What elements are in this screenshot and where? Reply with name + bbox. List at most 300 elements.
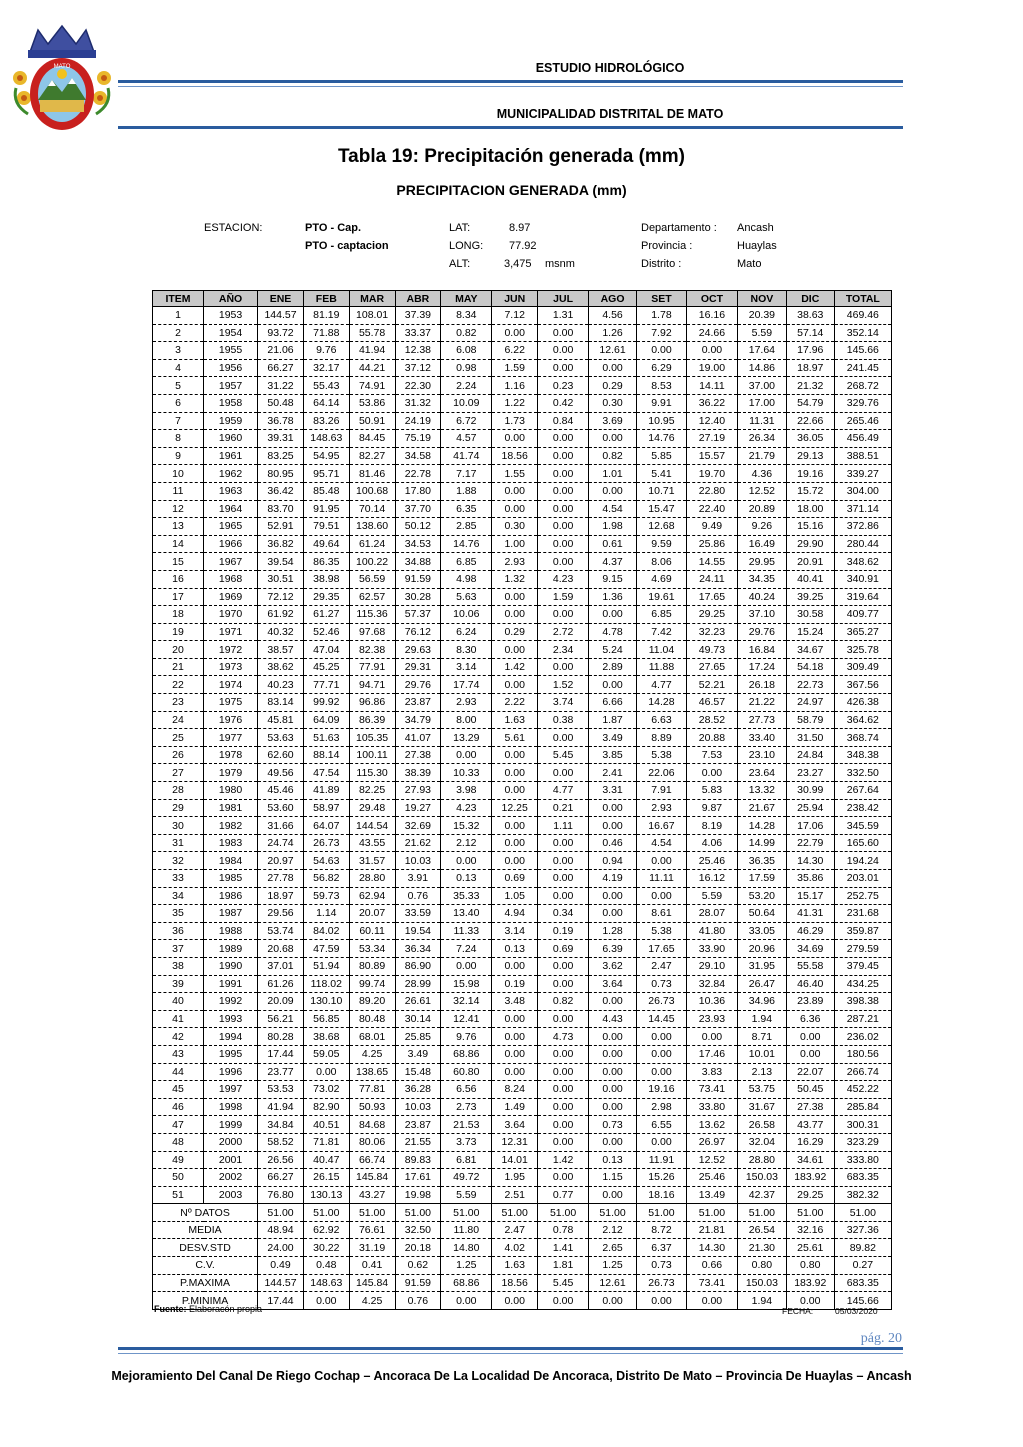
table-cell: 50.91 [349, 412, 395, 430]
table-cell: 333.80 [834, 1151, 891, 1169]
stats-cell: 51.00 [636, 1204, 686, 1222]
table-row [153, 1010, 892, 1028]
table-cell: 24.19 [395, 412, 441, 430]
table-cell: 26.18 [737, 676, 786, 694]
table-cell: 13 [153, 518, 204, 536]
table-row [153, 1028, 892, 1046]
table-cell: 40.51 [303, 1116, 349, 1134]
stats-cell: 8.72 [636, 1221, 686, 1239]
table-cell: 53.74 [258, 922, 304, 940]
table-cell: 1960 [204, 430, 258, 448]
table-cell: 70.14 [349, 500, 395, 518]
table-cell: 37 [153, 940, 204, 958]
table-row [153, 711, 892, 729]
table-cell: 16.49 [737, 535, 786, 553]
table-cell: 8.06 [636, 553, 686, 571]
table-cell: 22.80 [686, 482, 737, 500]
table-cell: 364.62 [834, 711, 891, 729]
table-cell: 339.27 [834, 465, 891, 483]
table-cell: 79.51 [303, 518, 349, 536]
table-cell: 1971 [204, 623, 258, 641]
table-cell: 0.73 [636, 975, 686, 993]
table-cell: 17.65 [636, 940, 686, 958]
alt-label: ALT: [449, 258, 471, 270]
table-cell: 95.71 [303, 465, 349, 483]
long-label: LONG: [449, 240, 484, 252]
table-cell: 24.74 [258, 834, 304, 852]
province-value: Huaylas [737, 240, 777, 252]
table-cell: 40.47 [303, 1151, 349, 1169]
table-cell: 16 [153, 570, 204, 588]
table-cell: 23.77 [258, 1063, 304, 1081]
table-cell: 19.16 [786, 465, 834, 483]
table-cell: 0.00 [538, 1063, 589, 1081]
table-cell: 0.00 [538, 1116, 589, 1134]
table-cell: 10.33 [441, 764, 492, 782]
table-cell: 0.00 [589, 359, 637, 377]
stats-cell: 14.80 [441, 1239, 492, 1257]
table-cell: 76.80 [258, 1186, 304, 1204]
table-cell: 0.98 [441, 359, 492, 377]
table-cell: 86.39 [349, 711, 395, 729]
table-cell: 39.31 [258, 430, 304, 448]
table-cell: 34.58 [395, 447, 441, 465]
table-cell: 456.49 [834, 430, 891, 448]
table-row [153, 1116, 892, 1134]
table-cell: 1.26 [589, 324, 637, 342]
table-cell: 26 [153, 746, 204, 764]
table-cell: 469.46 [834, 307, 891, 325]
table-cell: 231.68 [834, 905, 891, 923]
table-cell: 5.59 [441, 1186, 492, 1204]
table-cell: 53.53 [258, 1081, 304, 1099]
table-cell: 4.78 [589, 623, 637, 641]
table-cell: 0.82 [441, 324, 492, 342]
table-cell: 30.58 [786, 606, 834, 624]
table-cell: 55.78 [349, 324, 395, 342]
table-cell: 368.74 [834, 729, 891, 747]
table-row [153, 764, 892, 782]
table-cell: 238.42 [834, 799, 891, 817]
table-cell: 29.63 [395, 641, 441, 659]
table-cell: 37.70 [395, 500, 441, 518]
table-cell: 84.45 [349, 430, 395, 448]
table-cell: 14.45 [636, 1010, 686, 1028]
table-cell: 1969 [204, 588, 258, 606]
table-cell: 66.74 [349, 1151, 395, 1169]
table-cell: 1988 [204, 922, 258, 940]
table-cell: 12.61 [589, 342, 637, 360]
table-cell: 10.09 [441, 394, 492, 412]
table-cell: 17.64 [737, 342, 786, 360]
table-cell: 17.74 [441, 676, 492, 694]
table-cell: 0.00 [589, 817, 637, 835]
table-cell: 35 [153, 905, 204, 923]
table-cell: 53.20 [737, 887, 786, 905]
table-cell: 56.82 [303, 870, 349, 888]
table-cell: 25.46 [686, 852, 737, 870]
table-cell: 2 [153, 324, 204, 342]
table-cell: 58.97 [303, 799, 349, 817]
stats-cell: 51.00 [349, 1204, 395, 1222]
table-cell: 20.68 [258, 940, 304, 958]
table-cell: 46.57 [686, 694, 737, 712]
table-cell: 2.24 [441, 377, 492, 395]
table-cell: 0.00 [538, 535, 589, 553]
table-cell: 8.00 [441, 711, 492, 729]
table-cell: 62.94 [349, 887, 395, 905]
table-cell: 27.38 [786, 1098, 834, 1116]
table-cell: 12.38 [395, 342, 441, 360]
table-cell: 279.59 [834, 940, 891, 958]
stats-cell: 2.47 [492, 1221, 538, 1239]
table-cell: 29.25 [786, 1186, 834, 1204]
table-cell: 0.13 [589, 1151, 637, 1169]
table-cell: 17.24 [737, 658, 786, 676]
table-row [153, 746, 892, 764]
stats-cell: 32.50 [395, 1221, 441, 1239]
table-cell: 41.07 [395, 729, 441, 747]
table-cell: 29.76 [395, 676, 441, 694]
stats-cell: 18.56 [492, 1274, 538, 1292]
table-cell: 19.16 [636, 1081, 686, 1099]
table-cell: 8.61 [636, 905, 686, 923]
table-cell: 340.91 [834, 570, 891, 588]
table-cell: 285.84 [834, 1098, 891, 1116]
table-cell: 3.91 [395, 870, 441, 888]
table-cell: 5.38 [636, 746, 686, 764]
table-cell: 71.81 [303, 1133, 349, 1151]
table-cell: 41.94 [258, 1098, 304, 1116]
table-cell: 22.40 [686, 500, 737, 518]
table-cell: 138.60 [349, 518, 395, 536]
table-cell: 1996 [204, 1063, 258, 1081]
stats-cell: 51.00 [786, 1204, 834, 1222]
table-cell: 0.30 [589, 394, 637, 412]
table-cell: 5.59 [737, 324, 786, 342]
table-row [153, 570, 892, 588]
table-cell: 27.73 [737, 711, 786, 729]
table-cell: 0.00 [589, 1063, 637, 1081]
table-cell: 325.78 [834, 641, 891, 659]
table-cell: 0.00 [538, 482, 589, 500]
stats-cell: 30.22 [303, 1239, 349, 1257]
table-cell: 11.88 [636, 658, 686, 676]
table-row [153, 1081, 892, 1099]
table-cell: 0.61 [589, 535, 637, 553]
table-cell: 1.01 [589, 465, 637, 483]
table-cell: 49.64 [303, 535, 349, 553]
table-cell: 100.22 [349, 553, 395, 571]
table-cell: 1968 [204, 570, 258, 588]
table-cell: 7.92 [636, 324, 686, 342]
table-row [153, 1151, 892, 1169]
table-cell: 0.00 [686, 764, 737, 782]
table-cell: 241.45 [834, 359, 891, 377]
table-cell: 0.38 [538, 711, 589, 729]
table-cell: 2.89 [589, 658, 637, 676]
stats-cell: 51.00 [686, 1204, 737, 1222]
table-cell: 398.38 [834, 993, 891, 1011]
table-cell: 21 [153, 658, 204, 676]
table-row [153, 870, 892, 888]
stats-cell: 1.63 [492, 1257, 538, 1275]
table-row [153, 500, 892, 518]
table-cell: 42.37 [737, 1186, 786, 1204]
lat-value: 8.97 [509, 222, 531, 234]
table-cell: 22.07 [786, 1063, 834, 1081]
table-cell: 39.25 [786, 588, 834, 606]
source-label: Fuente: [154, 1304, 187, 1314]
table-cell: 24.84 [786, 746, 834, 764]
table-cell: 21.06 [258, 342, 304, 360]
stats-label: P.MAXIMA [153, 1274, 258, 1292]
table-cell: 19.27 [395, 799, 441, 817]
column-header-nov: NOV [737, 291, 786, 307]
table-cell: 1.42 [492, 658, 538, 676]
table-cell: 6.81 [441, 1151, 492, 1169]
table-cell: 28 [153, 782, 204, 800]
study-title: ESTUDIO HIDROLÓGICO [535, 61, 685, 75]
stats-cell: 145.66 [834, 1292, 891, 1310]
table-cell: 83.14 [258, 694, 304, 712]
table-cell: 0.00 [538, 447, 589, 465]
table-cell: 0.00 [538, 957, 589, 975]
stats-cell: 0.00 [538, 1292, 589, 1310]
table-cell: 34.79 [395, 711, 441, 729]
table-cell: 0.00 [589, 993, 637, 1011]
table-cell: 56.85 [303, 1010, 349, 1028]
table-row [153, 606, 892, 624]
table-cell: 34.67 [786, 641, 834, 659]
table-cell: 26.73 [636, 993, 686, 1011]
table-cell: 2001 [204, 1151, 258, 1169]
table-cell: 0.13 [441, 870, 492, 888]
table-cell: 30.99 [786, 782, 834, 800]
table-cell: 0.73 [589, 1116, 637, 1134]
table-cell: 26.15 [303, 1169, 349, 1187]
table-cell: 30.28 [395, 588, 441, 606]
table-row [153, 817, 892, 835]
table-title: Tabla 19: Precipitación generada (mm) [337, 146, 686, 167]
stats-cell: 25.61 [786, 1239, 834, 1257]
table-cell: 74.91 [349, 377, 395, 395]
table-cell: 50.45 [786, 1081, 834, 1099]
table-cell: 379.45 [834, 957, 891, 975]
table-cell: 14 [153, 535, 204, 553]
table-row [153, 1045, 892, 1063]
table-cell: 138.65 [349, 1063, 395, 1081]
stats-label: MEDIA [153, 1221, 258, 1239]
table-cell: 348.38 [834, 746, 891, 764]
table-row [153, 729, 892, 747]
stats-cell: 68.86 [441, 1274, 492, 1292]
table-row [153, 307, 892, 325]
table-cell: 329.76 [834, 394, 891, 412]
table-cell: 12 [153, 500, 204, 518]
table-cell: 108.01 [349, 307, 395, 325]
stats-cell: 1.25 [589, 1257, 637, 1275]
table-cell: 26.34 [737, 430, 786, 448]
table-cell: 33.90 [686, 940, 737, 958]
table-cell: 82.90 [303, 1098, 349, 1116]
table-cell: 12.40 [686, 412, 737, 430]
table-cell: 51 [153, 1186, 204, 1204]
table-cell: 371.14 [834, 500, 891, 518]
stats-row [153, 1204, 892, 1222]
table-cell: 0.00 [538, 1045, 589, 1063]
table-cell: 1954 [204, 324, 258, 342]
stats-cell: 51.00 [589, 1204, 637, 1222]
table-cell: 55.58 [786, 957, 834, 975]
table-cell: 9.15 [589, 570, 637, 588]
table-cell: 9.76 [303, 342, 349, 360]
table-cell: 20 [153, 641, 204, 659]
stats-label: Nº DATOS [153, 1204, 258, 1222]
table-cell: 0.29 [589, 377, 637, 395]
table-cell: 5 [153, 377, 204, 395]
table-cell: 32.17 [303, 359, 349, 377]
table-cell: 15 [153, 553, 204, 571]
stats-cell: 51.00 [538, 1204, 589, 1222]
stats-label: P.MINIMA [153, 1292, 258, 1310]
stats-cell: 51.00 [737, 1204, 786, 1222]
table-row [153, 782, 892, 800]
table-cell: 43.77 [786, 1116, 834, 1134]
table-cell: 0.00 [538, 764, 589, 782]
table-cell: 12.52 [686, 1151, 737, 1169]
table-cell: 2.98 [636, 1098, 686, 1116]
table-cell: 31.22 [258, 377, 304, 395]
table-cell: 1992 [204, 993, 258, 1011]
table-cell: 49.72 [441, 1169, 492, 1187]
column-header-set: SET [636, 291, 686, 307]
table-cell: 0.00 [538, 359, 589, 377]
table-cell: 0.00 [492, 324, 538, 342]
table-cell: 6.63 [636, 711, 686, 729]
column-header-mar: MAR [349, 291, 395, 307]
table-cell: 41.80 [686, 922, 737, 940]
table-cell: 35.86 [786, 870, 834, 888]
table-cell: 4.57 [441, 430, 492, 448]
table-cell: 37.00 [737, 377, 786, 395]
table-cell: 15.47 [636, 500, 686, 518]
table-cell: 53.60 [258, 799, 304, 817]
stats-cell: 0.80 [786, 1257, 834, 1275]
table-cell: 1.00 [492, 535, 538, 553]
table-cell: 0.00 [636, 1133, 686, 1151]
table-subtitle: PRECIPITACION GENERADA (mm) [396, 182, 627, 198]
table-cell: 19.70 [686, 465, 737, 483]
table-row [153, 694, 892, 712]
table-row [153, 359, 892, 377]
table-cell: 12.31 [492, 1133, 538, 1151]
table-cell: 50 [153, 1169, 204, 1187]
table-cell: 1.42 [538, 1151, 589, 1169]
table-cell: 18.00 [786, 500, 834, 518]
table-row [153, 799, 892, 817]
table-cell: 15.32 [441, 817, 492, 835]
table-cell: 2.93 [492, 553, 538, 571]
table-cell: 1.88 [441, 482, 492, 500]
table-cell: 83.25 [258, 447, 304, 465]
stats-cell: 183.92 [786, 1274, 834, 1292]
stats-cell: 4.02 [492, 1239, 538, 1257]
table-cell: 0.00 [492, 641, 538, 659]
table-cell: 96.86 [349, 694, 395, 712]
stats-cell: 89.82 [834, 1239, 891, 1257]
stats-cell: 51.00 [303, 1204, 349, 1222]
table-cell: 0.00 [538, 729, 589, 747]
table-cell: 0.00 [441, 746, 492, 764]
table-row [153, 535, 892, 553]
table-cell: 22.78 [395, 465, 441, 483]
table-cell: 5.61 [492, 729, 538, 747]
table-cell: 15.48 [395, 1063, 441, 1081]
table-cell: 0.69 [492, 870, 538, 888]
table-cell: 21.67 [737, 799, 786, 817]
table-cell: 45 [153, 1081, 204, 1099]
column-header-jul: JUL [538, 291, 589, 307]
table-cell: 0.00 [538, 834, 589, 852]
table-cell: 49 [153, 1151, 204, 1169]
table-row [153, 975, 892, 993]
table-cell: 40.41 [786, 570, 834, 588]
stats-cell: 51.00 [441, 1204, 492, 1222]
table-cell: 0.00 [589, 887, 637, 905]
table-cell: 16.84 [737, 641, 786, 659]
table-cell: 5.41 [636, 465, 686, 483]
page-number: pág. 20 [860, 1331, 902, 1346]
table-cell: 252.75 [834, 887, 891, 905]
table-cell: 29.76 [737, 623, 786, 641]
table-cell: 0.00 [492, 764, 538, 782]
stats-cell: 0.00 [303, 1292, 349, 1310]
column-header-dic: DIC [786, 291, 834, 307]
table-cell: 27.19 [686, 430, 737, 448]
table-cell: 1958 [204, 394, 258, 412]
table-cell: 47.54 [303, 764, 349, 782]
table-cell: 91.59 [395, 570, 441, 588]
table-cell: 14.86 [737, 359, 786, 377]
table-cell: 24.11 [686, 570, 737, 588]
table-cell: 20.09 [258, 993, 304, 1011]
province-label: Provincia : [641, 240, 693, 252]
table-cell: 33.05 [737, 922, 786, 940]
column-header-jun: JUN [492, 291, 538, 307]
table-cell: 1961 [204, 447, 258, 465]
table-cell: 0.00 [589, 1098, 637, 1116]
table-cell: 268.72 [834, 377, 891, 395]
table-cell: 7.17 [441, 465, 492, 483]
table-cell: 8.89 [636, 729, 686, 747]
table-cell: 13.49 [686, 1186, 737, 1204]
column-header-may: MAY [441, 291, 492, 307]
table-cell: 4.23 [441, 799, 492, 817]
table-cell: 53.63 [258, 729, 304, 747]
table-cell: 38.39 [395, 764, 441, 782]
table-cell: 0.00 [589, 606, 637, 624]
table-cell: 57.37 [395, 606, 441, 624]
table-cell: 1.14 [303, 905, 349, 923]
table-cell: 1.22 [492, 394, 538, 412]
table-cell: 19.00 [686, 359, 737, 377]
table-cell: 13.32 [737, 782, 786, 800]
table-cell: 86.90 [395, 957, 441, 975]
table-cell: 4.54 [636, 834, 686, 852]
table-cell: 75.19 [395, 430, 441, 448]
table-cell: 53.34 [349, 940, 395, 958]
